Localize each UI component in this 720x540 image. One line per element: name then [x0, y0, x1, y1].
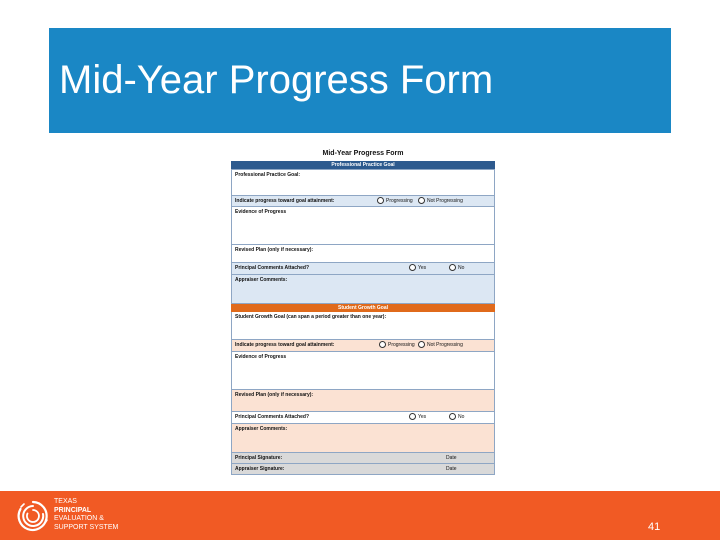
professional-no-radio [449, 264, 456, 271]
student-appraiser-comments-row [231, 424, 495, 453]
student-not-progressing-radio [418, 341, 425, 348]
principal-date-label: Date [446, 455, 457, 461]
professional-yes-radio [409, 264, 416, 271]
professional-not-progressing-radio [418, 197, 425, 204]
logo-line-1: TEXAS [54, 498, 77, 505]
student-revised-plan-label: Revised Plan (only if necessary): [235, 392, 314, 398]
professional-not-progressing-option [418, 197, 463, 205]
professional-progress-row [231, 196, 495, 207]
student-yes-option [409, 413, 426, 421]
slide-title: Mid-Year Progress Form [59, 58, 494, 102]
appraiser-date-label: Date [446, 466, 457, 472]
student-evidence-row [231, 352, 495, 390]
professional-revised-plan-row [231, 245, 495, 263]
student-no-option [449, 413, 464, 421]
professional-no-label: No [458, 264, 465, 271]
form-heading: Mid-Year Progress Form [322, 150, 404, 157]
student-revised-plan-row [231, 390, 495, 412]
appraiser-signature-row [231, 464, 495, 475]
student-yes-radio [409, 413, 416, 420]
professional-progressing-option [377, 197, 413, 205]
professional-not-progressing-label: Not Progressing [427, 197, 463, 204]
professional-evidence-row [231, 207, 495, 245]
logo-line-2: PRINCIPAL [54, 506, 92, 514]
page-number: 41 [648, 521, 661, 533]
student-appraiser-comments-label: Appraiser Comments: [235, 426, 288, 432]
professional-progressing-label: Progressing [386, 197, 413, 204]
professional-yes-label: Yes [418, 264, 427, 271]
professional-principal-comments-row [231, 263, 495, 275]
student-no-label: No [458, 413, 465, 420]
professional-yes-option [409, 264, 426, 272]
student-progress-row [231, 340, 495, 352]
student-not-progressing-label: Not Progressing [427, 341, 463, 348]
student-progress-label: Indicate progress toward goal attainment: [235, 342, 335, 348]
professional-appraiser-comments-label: Appraiser Comments: [235, 277, 288, 283]
student-progressing-label: Progressing [388, 341, 415, 348]
professional-goal-section-header: Professional Practice Goal [231, 161, 495, 169]
student-yes-label: Yes [418, 413, 427, 420]
tpess-logo [16, 495, 126, 537]
student-evidence-label: Evidence of Progress [235, 354, 287, 360]
professional-no-option [449, 264, 464, 272]
student-not-progressing-option [418, 341, 463, 349]
principal-signature-row [231, 453, 495, 464]
swirl-logo-icon [16, 499, 50, 533]
student-principal-comments-label: Principal Comments Attached? [235, 414, 309, 420]
student-principal-comments-row [231, 412, 495, 424]
professional-goal-row [231, 169, 495, 196]
form-image [231, 148, 495, 476]
student-no-radio [449, 413, 456, 420]
professional-progressing-radio [377, 197, 384, 204]
professional-appraiser-comments-row [231, 275, 495, 304]
student-progressing-radio [379, 341, 386, 348]
principal-signature-label: Principal Signature: [235, 455, 283, 461]
professional-progress-label: Indicate progress toward goal attainment: [235, 198, 335, 204]
professional-principal-comments-label: Principal Comments Attached? [235, 265, 309, 271]
student-progressing-option [379, 341, 415, 349]
logo-wordmark [54, 498, 118, 532]
student-goal-row [231, 312, 495, 340]
logo-line-4: SUPPORT SYSTEM [54, 523, 119, 531]
title-bar [49, 28, 671, 133]
professional-revised-plan-label: Revised Plan (only if necessary): [235, 247, 314, 253]
student-goal-label: Student Growth Goal (can span a period greater than one year): [235, 314, 387, 320]
footer-bar [0, 491, 720, 540]
appraiser-signature-label: Appraiser Signature: [235, 466, 285, 472]
professional-goal-label: Professional Practice Goal: [235, 172, 301, 178]
logo-line-3: EVALUATION & [54, 515, 104, 522]
professional-evidence-label: Evidence of Progress [235, 209, 287, 215]
student-goal-section-header: Student Growth Goal [231, 304, 495, 312]
